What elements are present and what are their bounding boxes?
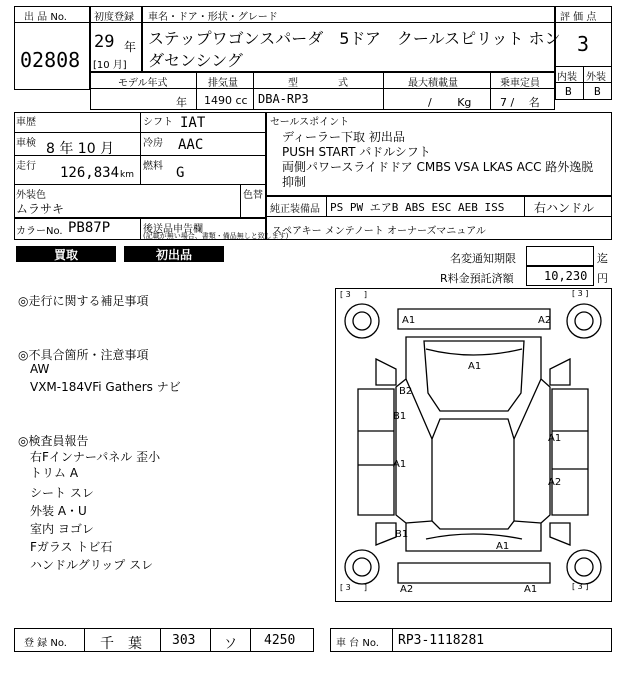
title-change-suffix: 迄 xyxy=(597,252,608,265)
sales-point-line: PUSH START パドルシフト xyxy=(282,145,431,159)
corner-label-bl: [ 3 ] xyxy=(340,583,367,592)
car-name-label: 車名・ドア・形状・グレード xyxy=(148,12,278,23)
ac-label: 冷房 xyxy=(143,138,163,149)
damage-mark: A1 xyxy=(548,433,562,444)
inspector-item: トリム A xyxy=(30,466,79,480)
inspector-title: ◎検査員報告 xyxy=(18,434,89,448)
corner-label-br: [ 3 ] xyxy=(572,582,589,591)
fuel: G xyxy=(176,165,185,181)
model-year-unit: 年 xyxy=(176,96,187,109)
defect-item: AW xyxy=(30,362,50,376)
inspector-item: シート スレ xyxy=(30,486,94,500)
capacity: 7 / 名 xyxy=(500,96,540,109)
interior-grade: B xyxy=(565,85,572,98)
handle-side: 右ハンドル xyxy=(534,201,595,215)
lot-label: 出 品 No. xyxy=(24,12,67,23)
first-reg-label: 初度登録 xyxy=(94,12,134,23)
damage-mark: A1 xyxy=(468,361,482,372)
mileage: 126,834 xyxy=(60,165,120,181)
registration-number: 4250 xyxy=(264,633,296,648)
inspector-item: 右Fインナーパネル 歪小 xyxy=(30,450,161,464)
exterior-grade: B xyxy=(594,85,601,98)
damage-mark: A2 xyxy=(548,477,562,488)
history-label: 車歴 xyxy=(16,117,36,128)
fuel-label: 燃料 xyxy=(143,161,163,172)
corner-label-tl: [ 3 ] xyxy=(340,290,367,299)
mileage-unit: km xyxy=(120,170,134,180)
damage-mark: A2 xyxy=(538,315,552,326)
equipment-label: 純正装備品 xyxy=(270,204,320,215)
equipment-items: PS PW エアB ABS ESC AEB ISS xyxy=(330,201,505,214)
driving-notes-title: ◎走行に関する補足事項 xyxy=(18,294,149,308)
buy-tag: 買取 xyxy=(16,246,116,262)
max-load: / Kg xyxy=(428,96,472,109)
car-diagram xyxy=(335,288,612,602)
car-name-line2: ダセンシング xyxy=(148,51,243,70)
inspector-item: ハンドルグリップ スレ xyxy=(30,558,154,572)
first-reg-month: [10 月] xyxy=(93,60,127,71)
chassis-number: RP3-1118281 xyxy=(398,633,485,648)
shift-label: シフト xyxy=(143,117,173,128)
registration-label: 登 録 No. xyxy=(24,638,67,649)
max-load-label: 最大積載量 xyxy=(408,78,458,89)
sales-points-label: セールスポイント xyxy=(270,117,350,128)
inspector-item: Fガラス トビ石 xyxy=(30,540,113,554)
defects-title: ◎不具合箇所・注意事項 xyxy=(18,348,149,362)
color-no: PB87P xyxy=(68,220,111,236)
registration-class: 303 xyxy=(172,633,196,648)
ac: AAC xyxy=(178,137,204,153)
sales-point-line: ディーラー下取 初出品 xyxy=(282,130,405,144)
inspection-label: 車検 xyxy=(16,138,36,149)
accessories: スペアキー メンテノート オーナーズマニュアル xyxy=(272,226,486,237)
damage-mark: A1 xyxy=(402,315,416,326)
type-label: 型 式 xyxy=(288,78,348,89)
mileage-label: 走行 xyxy=(16,161,36,172)
damage-mark: B1 xyxy=(395,529,409,540)
model-year-label: モデル年式 xyxy=(118,78,168,89)
damage-mark: A1 xyxy=(393,459,407,470)
first-reg-year: 29 xyxy=(94,32,115,52)
interior-label: 内装 xyxy=(557,72,577,83)
title-change-box xyxy=(526,246,594,266)
color-no-label: カラーNo. xyxy=(16,226,63,237)
chassis-label: 車 台 No. xyxy=(336,638,379,649)
car-name-line1: ステップワゴンスパーダ 5ドア クールスピリット ホン xyxy=(148,29,561,48)
year-unit: 年 xyxy=(124,40,137,54)
model-type: DBA-RP3 xyxy=(258,92,309,106)
inspector-item: 室内 ヨゴレ xyxy=(30,522,94,536)
shift: IAT xyxy=(180,115,206,131)
damage-mark: B1 xyxy=(393,411,407,422)
later-label: 後送品申告欄 xyxy=(143,224,203,235)
displacement-label: 排気量 xyxy=(208,78,238,89)
ext-color-label: 外装色 xyxy=(16,190,46,201)
damage-mark: B2 xyxy=(399,386,413,397)
displacement: 1490 cc xyxy=(204,94,248,107)
sales-point-line: 両側パワースライドドア CMBS VSA LKAS ACC 路外逸脱 xyxy=(282,160,594,174)
inspector-item: 外装 A・U xyxy=(30,504,87,518)
registration-area: 千 葉 xyxy=(100,636,142,652)
overall-grade: 3 xyxy=(577,32,590,56)
inspection: 8 年 10 月 xyxy=(46,141,115,157)
recycle-amount: 10,230 xyxy=(544,269,588,283)
damage-mark: A1 xyxy=(496,541,510,552)
registration-kana: ソ xyxy=(224,637,238,652)
recycle-label: R料金預託済額 xyxy=(440,272,514,285)
damage-mark: A1 xyxy=(524,584,538,595)
recycle-unit: 円 xyxy=(597,272,608,285)
defect-item: VXM-184VFi Gathers ナビ xyxy=(30,380,181,394)
grade-label: 評 価 点 xyxy=(560,12,597,23)
exterior-label: 外装 xyxy=(586,72,606,83)
sales-point-line: 抑制 xyxy=(282,175,307,189)
first-listing-tag: 初出品 xyxy=(124,246,224,262)
ext-color: ムラサキ xyxy=(16,202,65,216)
capacity-label: 乗車定員 xyxy=(500,78,540,89)
title-change-label: 名変通知期限 xyxy=(450,252,516,265)
later-note: (記載が無い場合、書類・備品無しと致します) xyxy=(143,232,289,240)
repaint-label: 色替 xyxy=(243,190,263,201)
car-outline xyxy=(336,289,611,601)
lot-number: 02808 xyxy=(20,48,81,72)
corner-label-tr: [ 3 ] xyxy=(572,289,589,298)
damage-mark: A2 xyxy=(400,584,414,595)
